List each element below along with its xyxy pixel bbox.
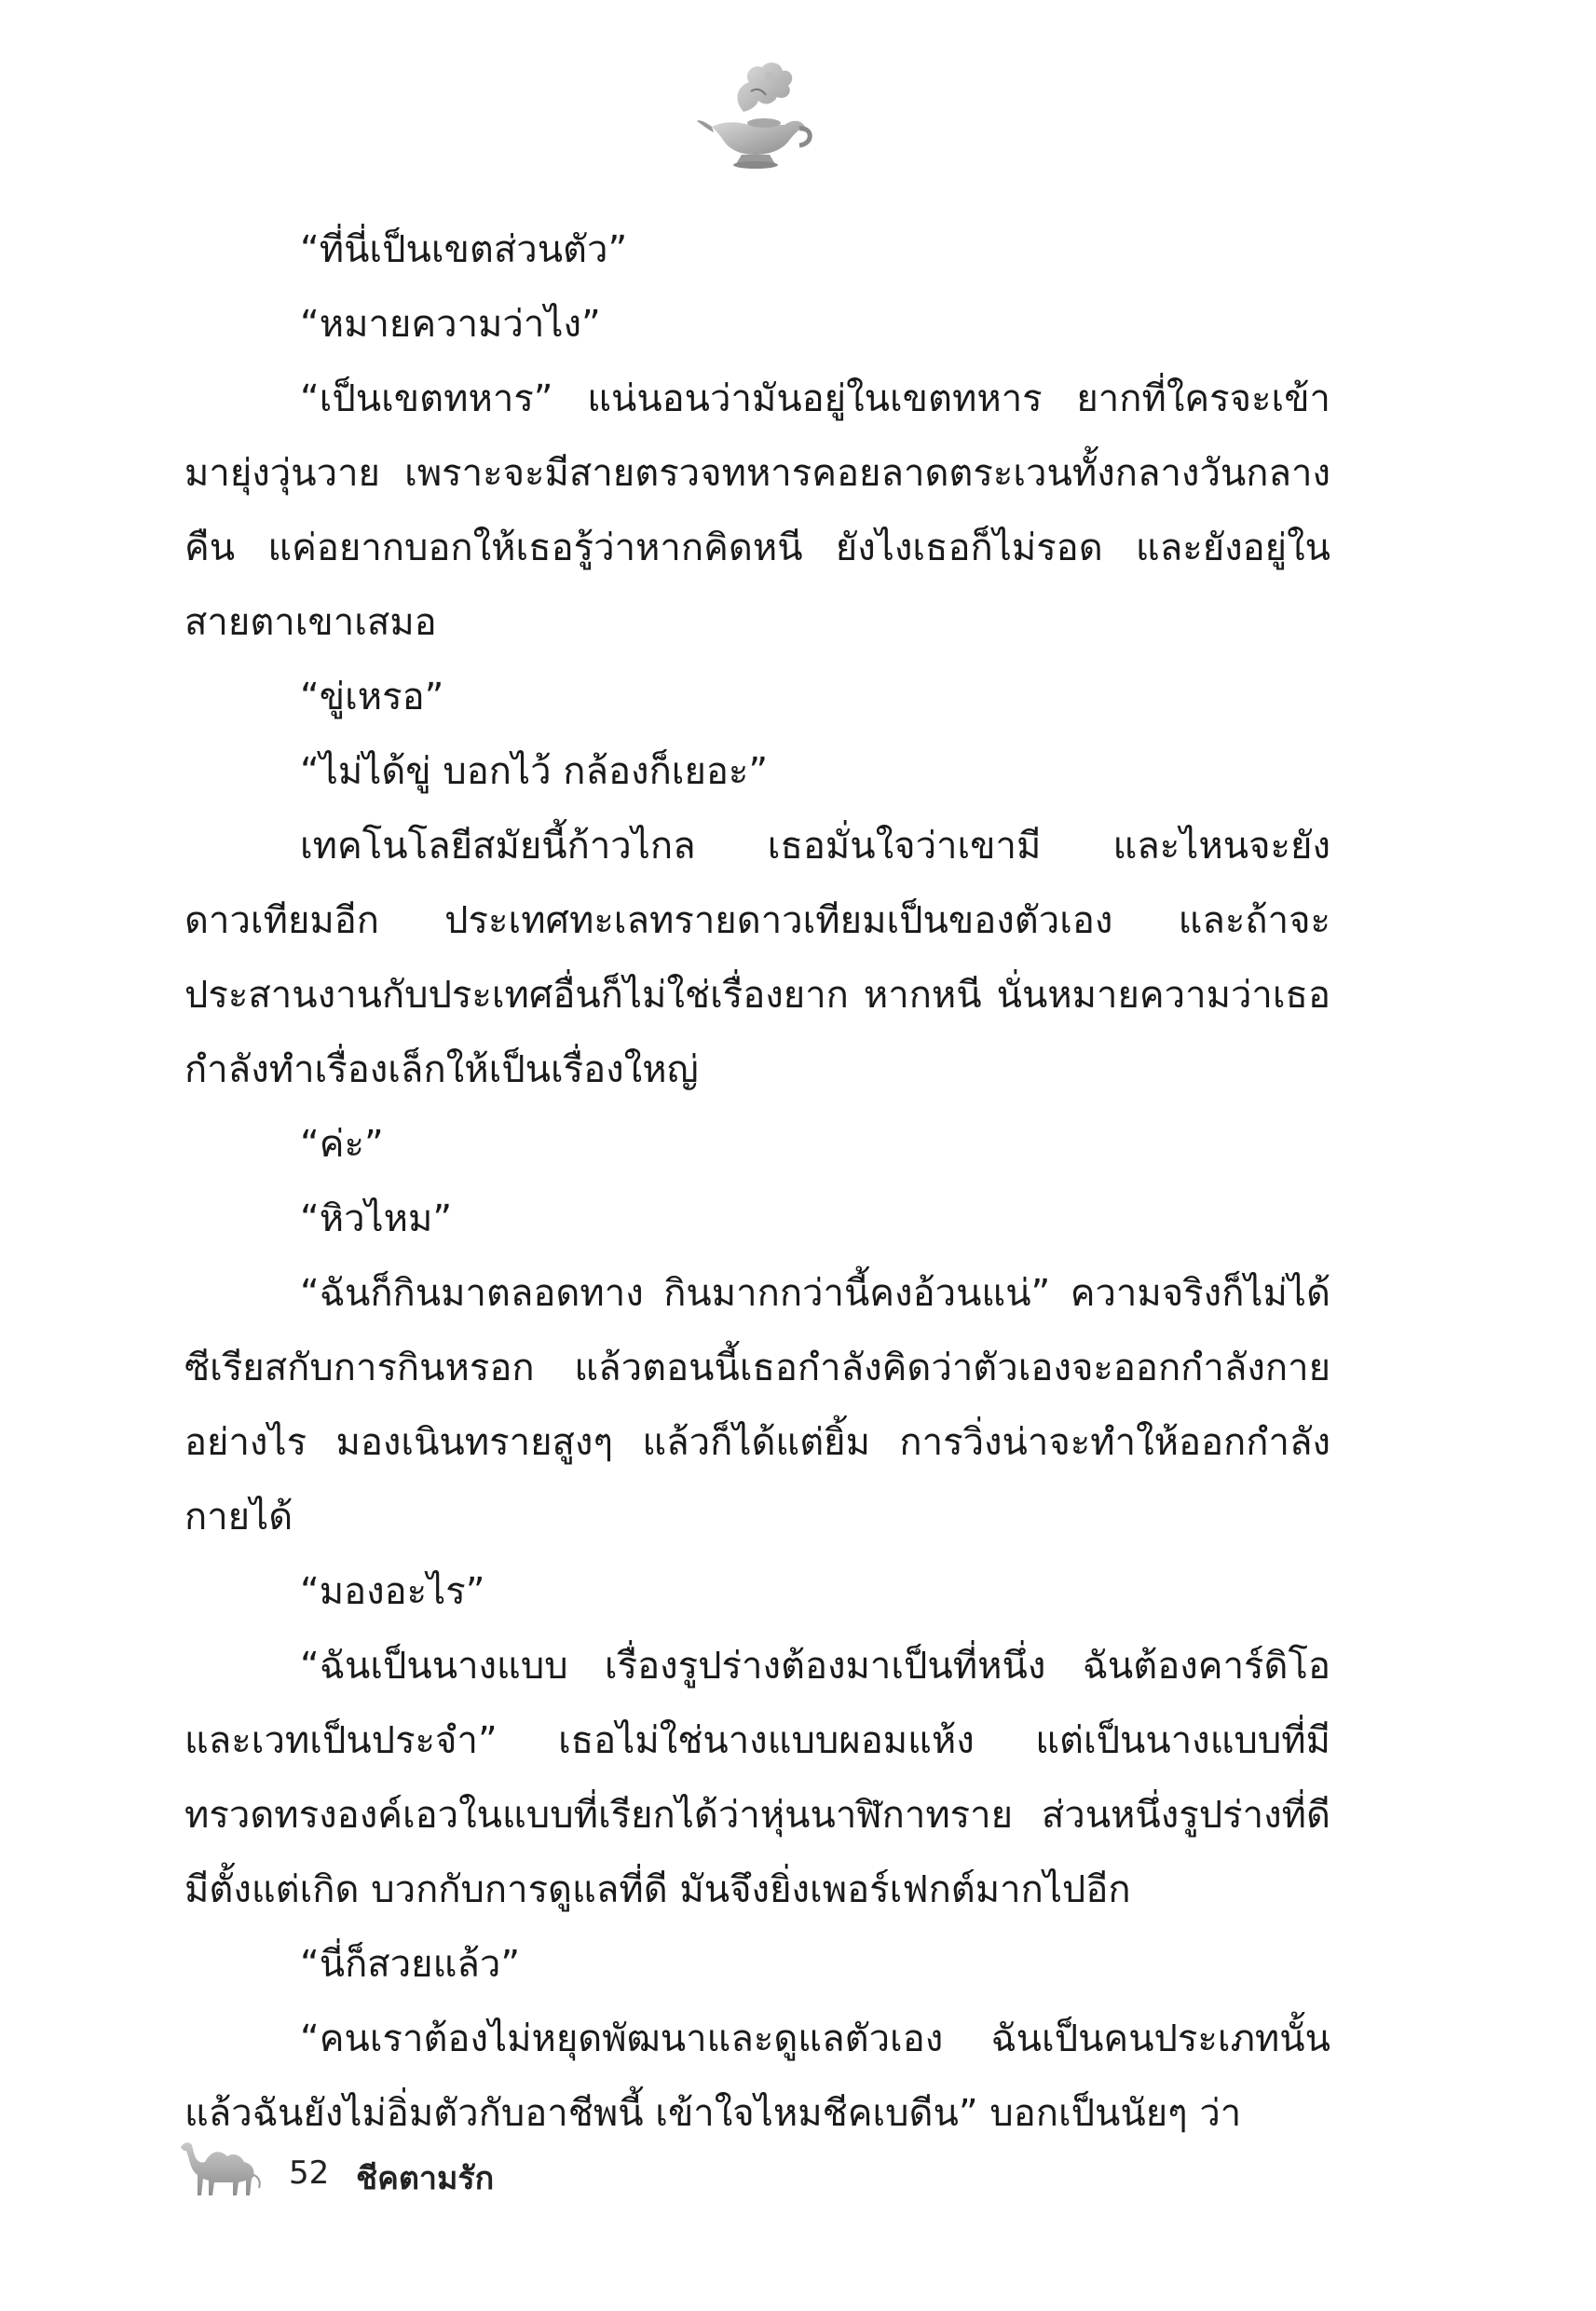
- paragraph: “หมายความว่าไง”: [300, 303, 601, 346]
- paragraph: “ที่นี่เป็นเขตส่วนตัว”: [300, 228, 628, 271]
- body-text: [184, 212, 1330, 2151]
- page-number: 52: [289, 2154, 330, 2192]
- paragraph: “ค่ะ”: [300, 1123, 384, 1166]
- paragraph: “คนเราต้องไม่หยุดพัฒนาและดูแลตัวเอง ฉันเป็นคนประเภทนั้น แล้วฉันยังไม่อิ่มตัวกับอาชีพนี้ เข้าใจไหมชีคเบดีน” บอกเป็นนัยๆ ว่า: [184, 2017, 1330, 2135]
- paragraph: “เป็นเขตทหาร” แน่นอนว่ามันอยู่ในเขตทหาร ยากที่ใครจะเข้ามายุ่งวุ่นวาย เพราะจะมีสายตรวจทหารคอยลาดตระเวนทั้งกลางวันกลางคืน แค่อยากบอกให้เธอรู้ว่าหากคิดหนี ยังไงเธอก็ไม่รอด และยังอยู่ในสายตาเขาเสมอ: [184, 377, 1330, 644]
- paragraph: “ฉันก็กินมาตลอดทาง กินมากกว่านี้คงอ้วนแน่” ความจริงก็ไม่ได้ซีเรียสกับการกินหรอก แล้วตอนนี้เธอกำลังคิดว่าตัวเองจะออกกำลังกายอย่างไร มองเนินทรายสูงๆ แล้วก็ได้แต่ยิ้ม การวิ่งน่าจะทำให้ออกกำลังกายได้: [184, 1272, 1330, 1538]
- paragraph: “ฉันเป็นนางแบบ เรื่องรูปร่างต้องมาเป็นที่หนึ่ง ฉันต้องคาร์ดิโอและเวทเป็นประจำ” เธอไม่ใช่นางแบบผอมแห้ง แต่เป็นนางแบบที่มีทรวดทรงองค์เอวในแบบที่เรียกได้ว่าหุ่นนาฬิกาทราย ส่วนหนึ่งรูปร่างที่ดีมีตั้งแต่เกิด บวกกับการดูแลที่ดี มันจึงยิ่งเพอร์เฟกต์มากไปอีก: [184, 1645, 1330, 1911]
- book-title: ชีคตามรัก: [356, 2160, 495, 2197]
- genie-lamp-icon: [695, 54, 816, 175]
- paragraph: “ไม่ได้ขู่ บอกไว้ กล้องก็เยอะ”: [300, 750, 769, 793]
- paragraph: “นี่ก็สวยแล้ว”: [300, 1943, 521, 1986]
- paragraph: “มองอะไร”: [300, 1570, 485, 1613]
- page-footer: [177, 2134, 829, 2208]
- paragraph: “ขู่เหรอ”: [300, 676, 444, 718]
- camel-icon: [177, 2134, 263, 2199]
- paragraph: เทคโนโลยีสมัยนี้ก้าวไกล เธอมั่นใจว่าเขามี และไหนจะยังดาวเทียมอีก ประเทศทะเลทรายดาวเทียมเป็นของตัวเอง และถ้าจะประสานงานกับประเทศอื่นก็ไม่ใช่เรื่องยาก หากหนี นั่นหมายความว่าเธอกำลังทำเรื่องเล็กให้เป็นเรื่องใหญ่: [184, 825, 1330, 1091]
- paragraph: “หิวไหม”: [300, 1197, 453, 1240]
